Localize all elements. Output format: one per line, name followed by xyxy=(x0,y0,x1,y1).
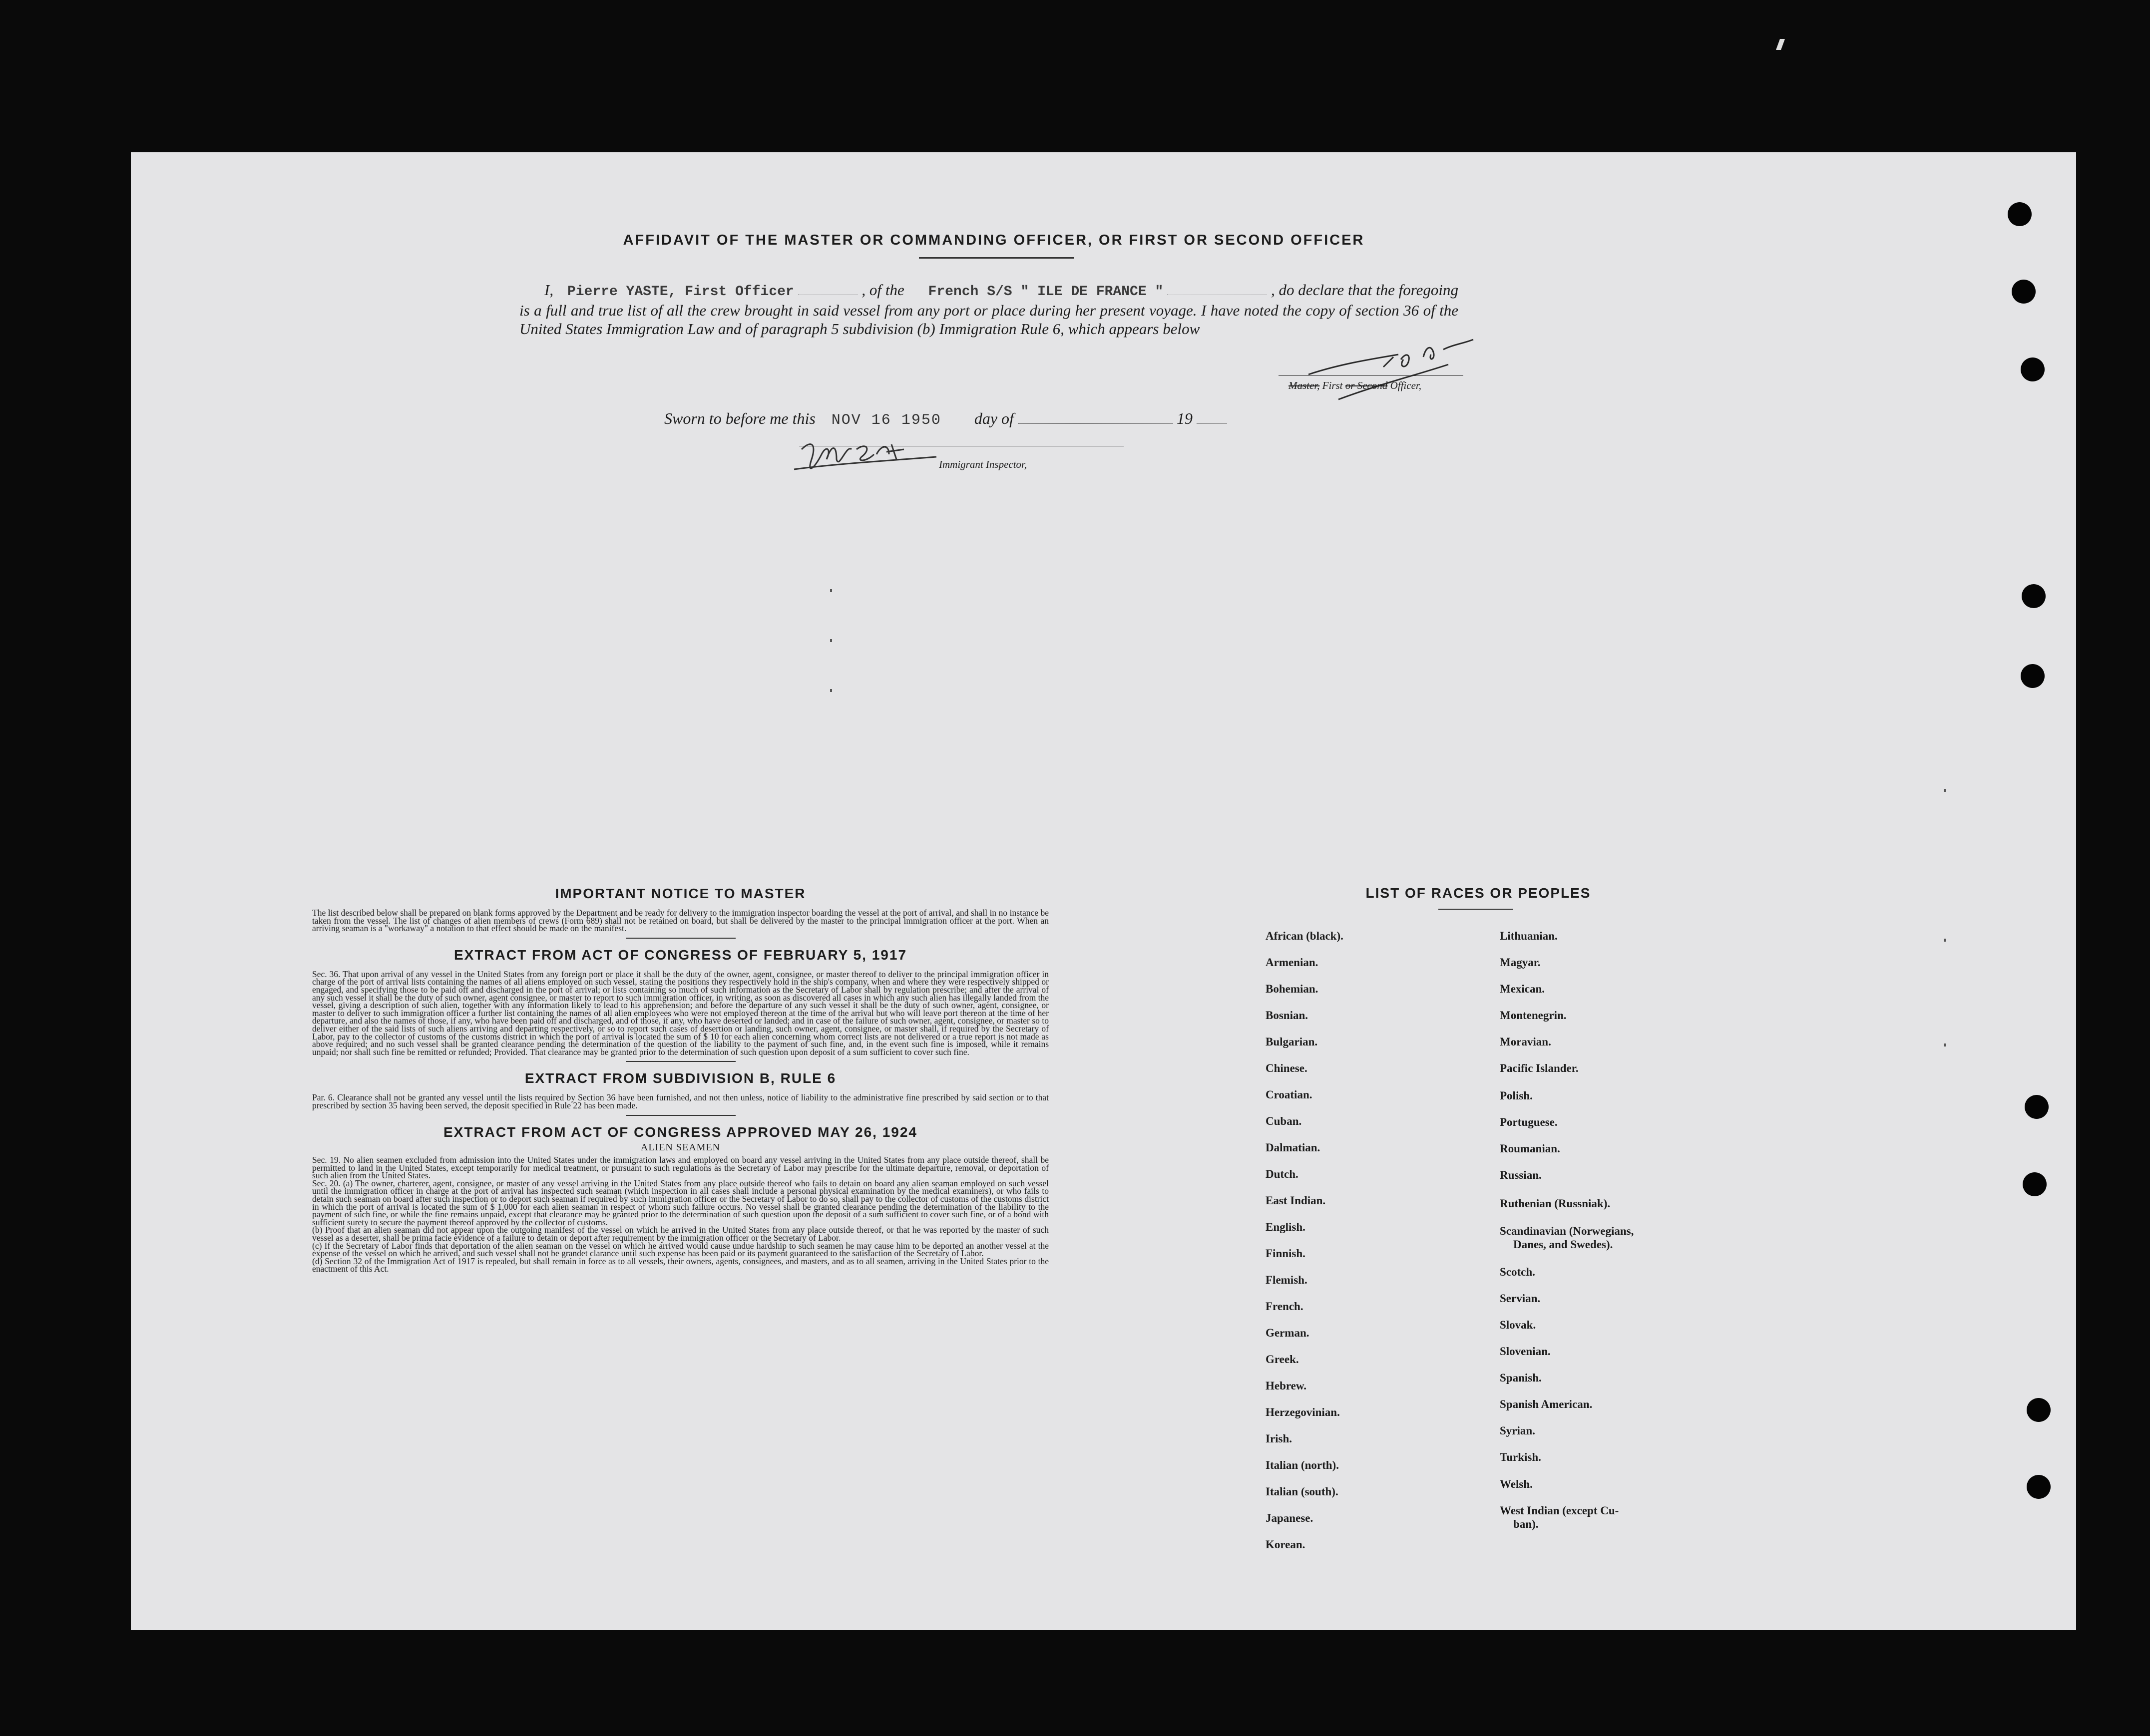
race-item: Montenegrin. xyxy=(1500,1009,1567,1022)
race-item: Bosnian. xyxy=(1266,1009,1308,1022)
race-item: Polish. xyxy=(1500,1089,1533,1102)
notice-text: The list described below shall be prepared on blank forms approved by the Department and be ready for delivery to the immigration inspector boarding the vessel at the port of arrival, and shall in no instance be taken from the vessel. The list of changes of alien members of crews (Form 689) shall not be retained on board, but shall be delivered by the master to the principal immigration officer at the port. When an arriving seaman is a "workaway" a notation to that effect should be made on the manifest. xyxy=(312,908,1049,934)
race-item: Croatian. xyxy=(1266,1088,1312,1101)
race-item: Hebrew. xyxy=(1266,1380,1306,1392)
scan-tick xyxy=(1944,789,1946,792)
race-item: Slovenian. xyxy=(1500,1345,1551,1358)
race-item: Scandinavian (Norwegians, xyxy=(1500,1225,1634,1237)
divider xyxy=(626,1115,736,1116)
race-item: Moravian. xyxy=(1500,1036,1551,1048)
race-item: West Indian (except Cu- xyxy=(1500,1504,1619,1517)
officer-signature xyxy=(1279,330,1518,414)
act-1924-sec20c: (c) If the Secretary of Labor finds that deportation of the alien seaman on the vessel on which he arrived would cause undue hardship to such seamen he may cause him to be deported an another vessel at the expense of the vessel on which he arrived, and such vessel shall not be grandet clarance until such expense has been paid or its payment guaranteed to the satisfaction of the Secretary of Labor. xyxy=(312,1240,1049,1259)
race-item: French. xyxy=(1266,1300,1303,1313)
scan-tick xyxy=(830,589,832,592)
affidavit-title: AFFIDAVIT OF THE MASTER OR COMMANDING OFFICER, OR FIRST OR SECOND OFFICER xyxy=(623,232,1365,248)
sworn-line: Sworn to before me this NOV 16 1950 day of 19 xyxy=(664,409,1227,429)
divider xyxy=(626,938,736,939)
punch-hole xyxy=(2027,1398,2051,1422)
scan-tick xyxy=(830,689,832,692)
officer-name: Pierre YASTE, First Officer xyxy=(567,284,794,300)
rule-6-text: Par. 6. Clearance shall not be granted any vessel until the lists required by Section 36 have been furnished, and not then unless, notice of liability to the administrative fine prescribed by said section or to that prescribed by section 35 having been served, the deposit specified in Rule 22 has been made. xyxy=(312,1092,1049,1110)
act-1924-sec20b: (b) Proof that an alien seaman did not appear upon the outgoing manifest of the vessel on which he arrived in the United States from any place outside thereof, or that he was reported by the master of such vessel as a deserter, shall be prima facie evidence of a failure to detain or deport after requirement by the immigration officer or the Secretary of Labor. xyxy=(312,1225,1049,1243)
race-item: Dalmatian. xyxy=(1266,1141,1320,1154)
rule-6-heading: EXTRACT FROM SUBDIVISION B, RULE 6 xyxy=(524,1070,837,1086)
race-item: Spanish American. xyxy=(1500,1398,1593,1410)
race-item: Turkish. xyxy=(1500,1451,1541,1463)
punch-hole xyxy=(2025,1095,2049,1119)
punch-hole xyxy=(2022,584,2046,608)
race-item: Scotch. xyxy=(1500,1266,1535,1278)
race-item: Slovak. xyxy=(1500,1319,1536,1331)
inspector-signature xyxy=(792,429,941,479)
race-item: Japanese. xyxy=(1266,1512,1313,1524)
race-item: Bohemian. xyxy=(1266,983,1318,995)
act-1924-heading: EXTRACT FROM ACT OF CONGRESS APPROVED MAY 26, 1924 xyxy=(443,1124,917,1140)
race-item: African (black). xyxy=(1266,930,1343,942)
races-rule xyxy=(1438,909,1513,910)
race-item: Syrian. xyxy=(1500,1424,1535,1437)
race-item: Lithuanian. xyxy=(1500,930,1558,942)
race-item: Italian (north). xyxy=(1266,1459,1339,1471)
race-item: Russian. xyxy=(1500,1169,1542,1181)
divider xyxy=(626,1061,736,1062)
notice-heading: IMPORTANT NOTICE TO MASTER xyxy=(555,886,806,901)
race-item: Irish. xyxy=(1266,1432,1292,1445)
race-item: German. xyxy=(1266,1327,1309,1339)
vessel-name: French S/S " ILE DE FRANCE " xyxy=(928,284,1164,300)
punch-hole xyxy=(2021,664,2045,688)
act-1917-text: Sec. 36. That upon arrival of any vessel in the United States from any foreign port or place it shall be the duty of the owner, agent, consignee, or master thereof to deliver to the principal immigration officer in charge of the port of arrival lists containing the names of all aliens employed on such vessel, stating the positions they respectively hold in the ship's company, when and where they were respectively shipped or engaged, and specifying those to be paid off and discharged in the port of arrival; or lists containing so much of such information as the Secretary of Labor shall by regulation prescribe; and after the arrival of any such vessel it shall be the duty of such owner, agent consignee, or master to report to such immigration officer, in writing, as soon as discovered all cases in which any such alien has illegally landed from the vessel, giving a description of such alien, together with any information likely to lead to his apprehension; and before the departure of any such vessel it shall be the duty of such owner, agent, consignee, or master to deliver to such immigration officer a further list containing the names of all alien employees who were not employed thereon at the time of the arrival but who will leave port thereon at the time of her departure, and also the names of those, if any, who have been paid off and discharged, and of those, if any, who have deserted or landed; and in case of the failure of such owner, agent, consignee, or master so to deliver either of the said lists of such aliens arriving and departing respectively, or so to report such cases of desertion or landing, such owner, agent, consignee, or master shall, if required by the Secretary of Labor, pay to the collector of customs of the customs district in which the port of arrival is located the sum of $ 10 for each alien concerning whom correct lists are not delivered or a true report is not made as above required; and no such vessel shall be granted clearance pending the determination of the question of the liability to the payment of such fine, and, in the event such fine is imposed, while it remains unpaid; nor shall such fine be remitted or refunded; Provided. That clearance may be granted prior to the determination of such question upon deposit of a sum sufficient to cover such fine. xyxy=(312,969,1049,1057)
race-item: ban). xyxy=(1513,1518,1539,1530)
punch-hole xyxy=(2021,357,2045,381)
act-1917-heading: EXTRACT FROM ACT OF CONGRESS OF FEBRUARY 5, 1917 xyxy=(453,947,907,963)
declaration-body: that the foregoing is a full and true list of all the crew brought in said vessel from any port or place during her present voyage. I have noted the copy of section 36 of the United States Immigration Law and of paragraph 5 subdivision (b) Immigration Rule 6, which appears below xyxy=(519,281,1459,338)
affidavit-declaration: I, Pierre YASTE, First Officer , of the French S/S " ILE DE FRANCE " , do declare that the foregoing is a full and true list of all the crew brought in said vessel from any port or place during her present voyage. I have noted the copy of section 36 of the United States Immigration Law and of paragraph 5 subdivision (b) Immigration Rule 6, which appears below xyxy=(519,281,1459,338)
race-item: Ruthenian (Russniak). xyxy=(1500,1197,1611,1210)
race-item: Danes, and Swedes). xyxy=(1513,1238,1613,1251)
act-1924-subheading: ALIEN SEAMEN xyxy=(640,1141,721,1153)
inspector-caption: Immigrant Inspector, xyxy=(939,458,1027,470)
scan-tick xyxy=(1944,939,1946,942)
race-item: Spanish. xyxy=(1500,1372,1542,1384)
punch-hole xyxy=(2008,202,2032,226)
race-item: Roumanian. xyxy=(1500,1142,1560,1155)
title-rule xyxy=(919,257,1074,259)
act-1924-sec19: Sec. 19. No alien seamen excluded from admission into the United States under the immigration laws and employed on board any vessel arriving in the United States from any place outside thereof, shall be permitted to land in the United States, except temporarily for medical treatment, or pursuant to such regulations as the Secretary of Labor may prescribe for the ultimate departure, removal, or deportation of such alien from the United States. xyxy=(312,1155,1049,1181)
race-item: Portuguese. xyxy=(1500,1116,1558,1128)
punch-hole xyxy=(2027,1475,2051,1499)
race-item: Magyar. xyxy=(1500,956,1541,969)
race-item: Greek. xyxy=(1266,1353,1299,1366)
race-item: Herzegovinian. xyxy=(1266,1406,1340,1418)
race-item: English. xyxy=(1266,1221,1305,1233)
races-heading: LIST OF RACES OR PEOPLES xyxy=(1365,885,1591,901)
race-item: Servian. xyxy=(1500,1292,1541,1305)
race-item: East Indian. xyxy=(1266,1194,1326,1207)
date-stamp: NOV 16 1950 xyxy=(831,412,941,429)
officer-caption: Master, First or Second Officer, xyxy=(1289,379,1421,391)
act-1924-sec20a: Sec. 20. (a) The owner, charterer, agent, consignee, or master of any vessel arriving in the United States from any place outside thereof who fails to detain on board any alien seaman employed on such vessel until the immigration officer in charge at the port of arrival has inspected such seaman (which inspection in all cases shall include a personal physical examination by the medical examiners), or who fails to detain such seaman on board after such inspection or to deport such seaman if required by such immigration officer or the Secretary of Labor to do so, shall pay to the collector of customs of the customs district in which the port of arrival is located the sum of $ 1,000 for each alien seaman in respect of whom such failure occurs. No vessel shall be granted clearance pending the determination of the liability to the payment of such fine, or while the fine remains unpaid, except that clearance may be granted prior to the determination of such question upon the deposit of a sum sufficient to cover such fine, or of a bond with sufficient surety to secure the payment thereof approved by the collector of customs. xyxy=(312,1178,1049,1227)
race-item: Pacific Islander. xyxy=(1500,1062,1579,1074)
act-1924-sec20d: (d) Section 32 of the Immigration Act of 1917 is repealed, but shall remain in force as to all vessels, their owners, agents, consignees, and masters, and as to all seamen, arriving in the United States prior to the enactment of this Act. xyxy=(312,1256,1049,1274)
race-item: Cuban. xyxy=(1266,1115,1302,1127)
race-item: Welsh. xyxy=(1500,1478,1533,1490)
punch-hole xyxy=(2023,1172,2047,1196)
scan-tick xyxy=(1944,1043,1946,1046)
race-item: Armenian. xyxy=(1266,956,1318,969)
scan-mark xyxy=(1776,39,1785,50)
race-item: Flemish. xyxy=(1266,1274,1307,1286)
race-item: Italian (south). xyxy=(1266,1485,1338,1498)
race-item: Korean. xyxy=(1266,1538,1305,1551)
scan-tick xyxy=(830,639,832,642)
race-item: Mexican. xyxy=(1500,983,1545,995)
race-item: Finnish. xyxy=(1266,1247,1305,1260)
race-item: Chinese. xyxy=(1266,1062,1307,1074)
notice-section xyxy=(312,885,1049,1273)
race-item: Dutch. xyxy=(1266,1168,1298,1180)
race-item: Bulgarian. xyxy=(1266,1036,1318,1048)
punch-hole xyxy=(2012,280,2036,304)
